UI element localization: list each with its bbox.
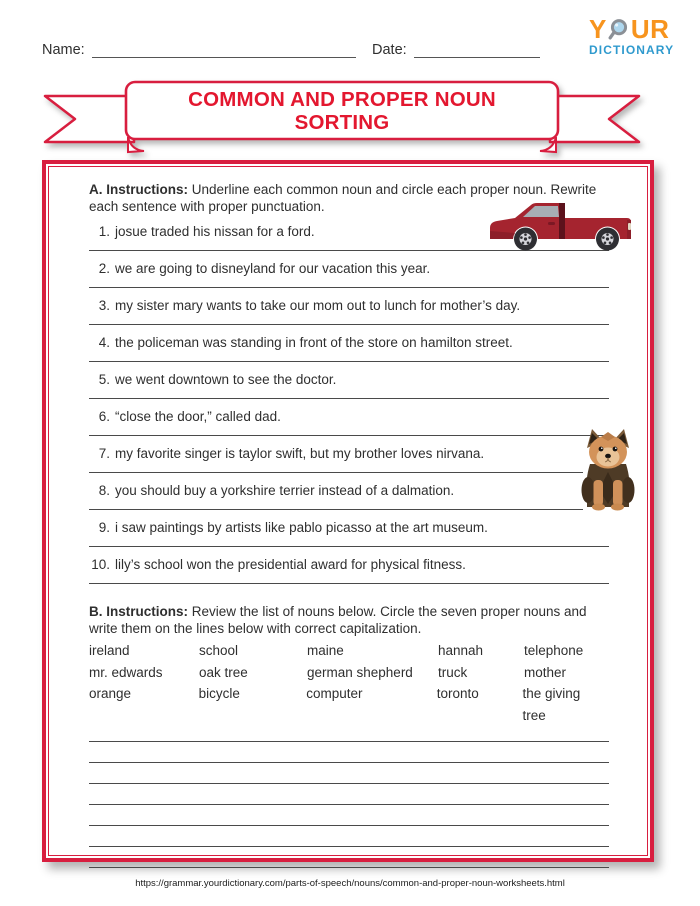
sentence-number: 2. (98, 261, 110, 276)
name-blank-line (92, 40, 356, 58)
logo-letters-ur: UR (630, 14, 670, 44)
rewrite-line (89, 435, 609, 436)
sentence-text: lily’s school won the presidential award for physical fitness. (115, 557, 466, 572)
noun-word: toronto (436, 686, 479, 701)
section-a-text: Underline each common noun and circle each proper noun. Rewrite each sentence with proper punctuation. (89, 182, 597, 214)
section-b-instructions (89, 603, 616, 637)
pickup-truck-icon (487, 198, 637, 253)
noun-word: the giving tree (522, 686, 581, 723)
noun-word: truck (438, 664, 468, 680)
rewrite-line (89, 398, 609, 399)
sentence-text: my sister mary wants to take our mom out to lunch for mother’s day. (115, 298, 521, 313)
answer-line (89, 728, 609, 742)
sentence-item-4 (89, 334, 607, 371)
noun-word: mr. edwards (89, 664, 163, 680)
sentence-number: 10. (91, 557, 110, 572)
worksheet-title (126, 82, 558, 140)
section-b-text: Review the list of nouns below. Circle the seven proper nouns and write them on the lines below with correct capitalization. (89, 604, 587, 636)
noun-word: orange (89, 686, 132, 701)
sentence-number: 6. (98, 409, 110, 424)
noun-word: school (199, 643, 239, 658)
rewrite-line (89, 583, 609, 584)
sentence-number: 1. (98, 224, 110, 239)
sentence-text: i saw paintings by artists like pablo picasso at the art museum. (115, 520, 488, 535)
sentence-item-6 (89, 408, 607, 445)
sentence-text: you should buy a yorkshire terrier instead of a dalmation. (115, 483, 455, 498)
sentence-item-5 (89, 371, 607, 408)
sentence-text: my favorite singer is taylor swift, but my brother loves nirvana. (115, 446, 485, 461)
noun-word: mother (524, 664, 567, 680)
noun-word: maine (307, 643, 344, 658)
answer-line (89, 784, 609, 805)
rewrite-line (89, 546, 609, 547)
sentence-item-10 (89, 556, 607, 593)
sentence-text: we went downtown to see the doctor. (115, 372, 337, 387)
sentence-number: 3. (98, 298, 110, 313)
noun-word-grid (89, 640, 607, 726)
section-a-label: A. Instructions: (89, 182, 189, 197)
sentence-text: the policeman was standing in front of the store on hamilton street. (115, 335, 513, 350)
sentence-list (89, 223, 607, 593)
sentence-number: 4. (98, 335, 110, 350)
answer-line (89, 763, 609, 784)
rewrite-line (89, 287, 609, 288)
date-field-row (372, 40, 540, 58)
worksheet-box (42, 160, 654, 862)
logo-top-row (589, 16, 693, 42)
noun-word: german shepherd (307, 664, 413, 680)
noun-word: telephone (524, 643, 584, 658)
sentence-number: 7. (98, 446, 110, 461)
worksheet-box-inner-border (48, 166, 648, 856)
sentence-number: 9. (98, 520, 110, 535)
answer-line (89, 826, 609, 847)
title-line-1: COMMON AND PROPER NOUN (188, 88, 496, 111)
magnifier-icon (608, 18, 630, 41)
word-row (89, 640, 607, 662)
rewrite-line (89, 324, 609, 325)
worksheet-content (49, 167, 647, 855)
rewrite-line (89, 472, 583, 473)
rewrite-line (89, 509, 583, 510)
title-banner (42, 80, 642, 156)
noun-word: computer (306, 686, 363, 701)
noun-word: oak tree (199, 664, 248, 680)
answer-line (89, 805, 609, 826)
sentence-text: “close the door,” called dad. (115, 409, 281, 424)
yorkshire-terrier-icon (577, 428, 639, 512)
logo-letter-y: Y (589, 14, 607, 44)
sentence-number: 8. (98, 483, 110, 498)
sentence-item-7 (89, 445, 607, 482)
name-label: Name: (42, 42, 85, 58)
date-label: Date: (372, 42, 407, 58)
name-field-row (42, 40, 356, 58)
sentence-item-9 (89, 519, 607, 556)
word-row (89, 683, 607, 726)
section-b-label: B. Instructions: (89, 604, 189, 619)
title-line-2: SORTING (294, 111, 390, 134)
noun-word: ireland (89, 643, 130, 658)
rewrite-line (89, 361, 609, 362)
noun-word: hannah (438, 643, 484, 658)
noun-word: bicycle (198, 686, 240, 701)
answer-line (89, 742, 609, 763)
sentence-item-3 (89, 297, 607, 334)
sentence-text: josue traded his nissan for a ford. (115, 224, 315, 239)
sentence-text: we are going to disneyland for our vacation this year. (115, 261, 431, 276)
source-url: https://grammar.yourdictionary.com/parts-of-speech/nouns/common-and-proper-noun-worksheets.html (135, 878, 565, 889)
sentence-item-8 (89, 482, 607, 519)
sentence-number: 5. (98, 372, 110, 387)
sentence-item-2 (89, 260, 607, 297)
word-row (89, 662, 607, 684)
yourdictionary-logo (589, 16, 693, 56)
date-blank-line (414, 40, 540, 58)
logo-bottom-word: DICTIONARY (589, 43, 675, 57)
answer-lines (89, 728, 607, 868)
answer-line (89, 847, 609, 868)
